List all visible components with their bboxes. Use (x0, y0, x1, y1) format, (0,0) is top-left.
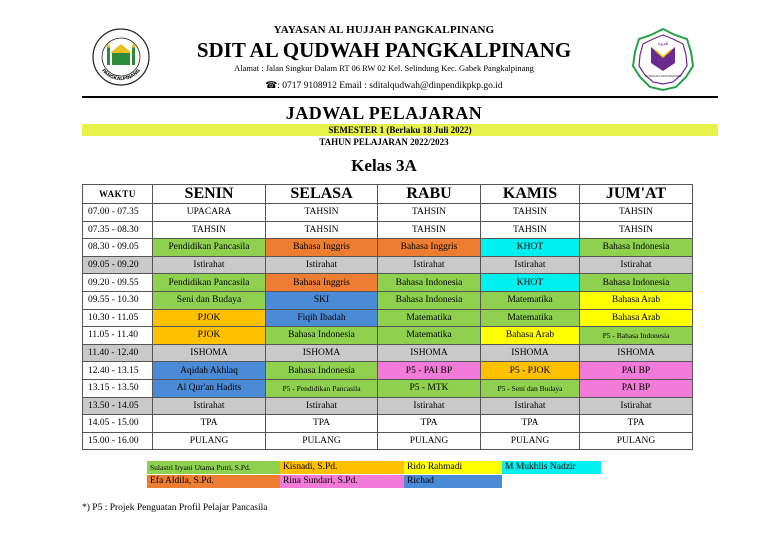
schedule-cell: PAI BP (580, 362, 693, 380)
svg-text:SDIT UNGGULAN AL QUDWAH PANGKA: SDIT UNGGULAN AL QUDWAH PANGKALPINANG (645, 74, 681, 78)
schedule-cell: P5 - MTK (378, 379, 481, 397)
schedule-cell: Bahasa Arab (580, 291, 693, 309)
schedule-cell: Istirahat (481, 397, 580, 415)
schedule-cell: Bahasa Arab (580, 309, 693, 327)
legend-item: M Mukhlis Nadzir (502, 461, 601, 474)
header-kamis: KAMIS (481, 185, 580, 204)
time-cell: 07.00 - 07.35 (83, 204, 153, 222)
foundation-name: YAYASAN AL HUJJAH PANGKALPINANG (273, 24, 495, 36)
header-rabu: RABU (378, 185, 481, 204)
table-row (83, 397, 693, 415)
time-cell: 15.00 - 16.00 (83, 432, 153, 450)
schedule-cell: Al Qur'an Hadits (153, 379, 266, 397)
page-title: JADWAL PELAJARAN (285, 103, 483, 123)
schedule-cell: Istirahat (580, 256, 693, 274)
schedule-cell: PULANG (153, 432, 266, 450)
schedule-cell: Pendidikan Pancasila (153, 274, 266, 292)
time-cell: 13.50 - 14.05 (83, 397, 153, 415)
class-name: Kelas 3A (351, 156, 417, 175)
table-row (83, 379, 693, 397)
schedule-cell: Bahasa Inggris (266, 239, 378, 257)
legend-item: Sulastri Iryani Utama Putri, S.Pd. (147, 461, 280, 474)
time-cell: 13.15 - 13.50 (83, 379, 153, 397)
schedule-cell: Bahasa Indonesia (378, 274, 481, 292)
schedule-cell: P5 - Bahasa Indonesia (580, 327, 693, 345)
schedule-cell: ISHOMA (153, 344, 266, 362)
schedule-cell: Bahasa Inggris (266, 274, 378, 292)
schedule-cell: PAI BP (580, 379, 693, 397)
schedule-cell: ISHOMA (378, 344, 481, 362)
footnote: *) P5 : Projek Penguatan Profil Pelajar Pancasila (82, 503, 268, 513)
table-row (83, 432, 693, 450)
schedule-cell: Istirahat (153, 397, 266, 415)
schedule-cell: Istirahat (266, 256, 378, 274)
schedule-cell: Istirahat (266, 397, 378, 415)
table-row (83, 327, 693, 345)
schedule-cell: P5 - Pendidikan Pancasila (266, 379, 378, 397)
time-cell: 07.35 - 08.30 (83, 221, 153, 239)
table-row (83, 362, 693, 380)
table-header-row (83, 185, 693, 204)
schedule-table (82, 184, 693, 450)
schedule-cell: PJOK (153, 327, 266, 345)
table-row (83, 239, 693, 257)
schedule-cell: Matematika (481, 291, 580, 309)
schedule-cell: TPA (153, 415, 266, 433)
schedule-cell: PULANG (266, 432, 378, 450)
time-cell: 09.20 - 09.55 (83, 274, 153, 292)
schedule-cell: Istirahat (580, 397, 693, 415)
schedule-cell: TAHSIN (580, 221, 693, 239)
time-cell: 08.30 - 09.05 (83, 239, 153, 257)
schedule-cell: PJOK (153, 309, 266, 327)
schedule-cell: TAHSIN (378, 221, 481, 239)
schedule-cell: TAHSIN (153, 221, 266, 239)
schedule-cell: ISHOMA (481, 344, 580, 362)
semester-banner: SEMESTER 1 (Berlaku 18 Juli 2022) (82, 124, 718, 136)
time-cell: 10.30 - 11.05 (83, 309, 153, 327)
schedule-cell: Matematika (378, 327, 481, 345)
time-cell: 12.40 - 13.15 (83, 362, 153, 380)
schedule-cell: P5 - Seni dan Budaya (481, 379, 580, 397)
svg-text:ﻗﺪﻭﺓ: ﻗﺪﻭﺓ (657, 41, 669, 47)
schedule-cell: UPACARA (153, 204, 266, 222)
header-senin: SENIN (153, 185, 266, 204)
schedule-cell: KHOT (481, 274, 580, 292)
schedule-cell: ISHOMA (266, 344, 378, 362)
academic-year: TAHUN PELAJARAN 2022/2023 (319, 137, 449, 147)
schedule-cell: Seni dan Budaya (153, 291, 266, 309)
time-cell: 09.05 - 09.20 (83, 256, 153, 274)
schedule-cell: Matematika (378, 309, 481, 327)
schedule-cell: Bahasa Indonesia (580, 274, 693, 292)
schedule-cell: Istirahat (378, 256, 481, 274)
time-cell: 09.55 - 10.30 (83, 291, 153, 309)
schedule-cell: TAHSIN (266, 204, 378, 222)
legend-item: Kisnadi, S.Pd. (280, 461, 404, 474)
schedule-cell: Bahasa Indonesia (378, 291, 481, 309)
schedule-cell: TPA (481, 415, 580, 433)
schedule-cell: TPA (266, 415, 378, 433)
table-row (83, 291, 693, 309)
table-row (83, 204, 693, 222)
header-waktu: WAKTU (83, 185, 153, 204)
time-cell: 14.05 - 15.00 (83, 415, 153, 433)
table-row (83, 274, 693, 292)
schedule-cell: Istirahat (378, 397, 481, 415)
legend-item: Rina Sundari, S.Pd. (280, 475, 404, 488)
legend-item: Richad (404, 475, 502, 488)
svg-text:PANGKALPINANG: PANGKALPINANG (100, 68, 142, 83)
school-contact (0, 80, 768, 91)
schedule-cell: Istirahat (153, 256, 266, 274)
schedule-cell: Matematika (481, 309, 580, 327)
table-row (83, 221, 693, 239)
schedule-cell: Istirahat (481, 256, 580, 274)
schedule-cell: Pendidikan Pancasila (153, 239, 266, 257)
schedule-cell: Fiqih Ibadah (266, 309, 378, 327)
schedule-cell: Bahasa Inggris (378, 239, 481, 257)
time-cell: 11.40 - 12.40 (83, 344, 153, 362)
schedule-cell: TAHSIN (481, 204, 580, 222)
school-name: SDIT AL QUDWAH PANGKALPINANG (196, 38, 572, 62)
schedule-cell: P5 - PAI BP (378, 362, 481, 380)
schedule-cell: PULANG (378, 432, 481, 450)
schedule-cell: TAHSIN (378, 204, 481, 222)
schedule-cell: Bahasa Indonesia (266, 362, 378, 380)
contact-text: : 0717 9108912 Email : sditalqudwah@dinpendikpkp.go.id (277, 81, 503, 91)
schedule-cell: TPA (580, 415, 693, 433)
table-row (83, 344, 693, 362)
school-address: Alamat : Jalan Singkur Dalam RT 06 RW 02 Kel. Selindung Kec. Gabek Pangkalpinang (234, 63, 534, 73)
schedule-cell: TAHSIN (580, 204, 693, 222)
schedule-cell: TAHSIN (266, 221, 378, 239)
schedule-cell: KHOT (481, 239, 580, 257)
schedule-cell: Bahasa Arab (481, 327, 580, 345)
header-jumat: JUM'AT (580, 185, 693, 204)
legend-item: Rido Rahmadi (404, 461, 502, 474)
schedule-cell: TPA (378, 415, 481, 433)
time-cell: 11.05 - 11.40 (83, 327, 153, 345)
schedule-cell: Bahasa Indonesia (266, 327, 378, 345)
header-divider (82, 96, 718, 98)
legend-item: Efa Aldila, S.Pd. (147, 475, 280, 488)
schedule-cell: P5 - PJOK (481, 362, 580, 380)
schedule-cell: PULANG (580, 432, 693, 450)
table-row (83, 415, 693, 433)
schedule-cell: SKI (266, 291, 378, 309)
phone-icon: ☎ (265, 81, 278, 91)
schedule-cell: PULANG (481, 432, 580, 450)
schedule-cell: Bahasa Indonesia (580, 239, 693, 257)
table-row (83, 309, 693, 327)
table-row (83, 256, 693, 274)
schedule-cell: TAHSIN (481, 221, 580, 239)
schedule-cell: ISHOMA (580, 344, 693, 362)
header-selasa: SELASA (266, 185, 378, 204)
schedule-cell: Aqidah Akhlaq (153, 362, 266, 380)
